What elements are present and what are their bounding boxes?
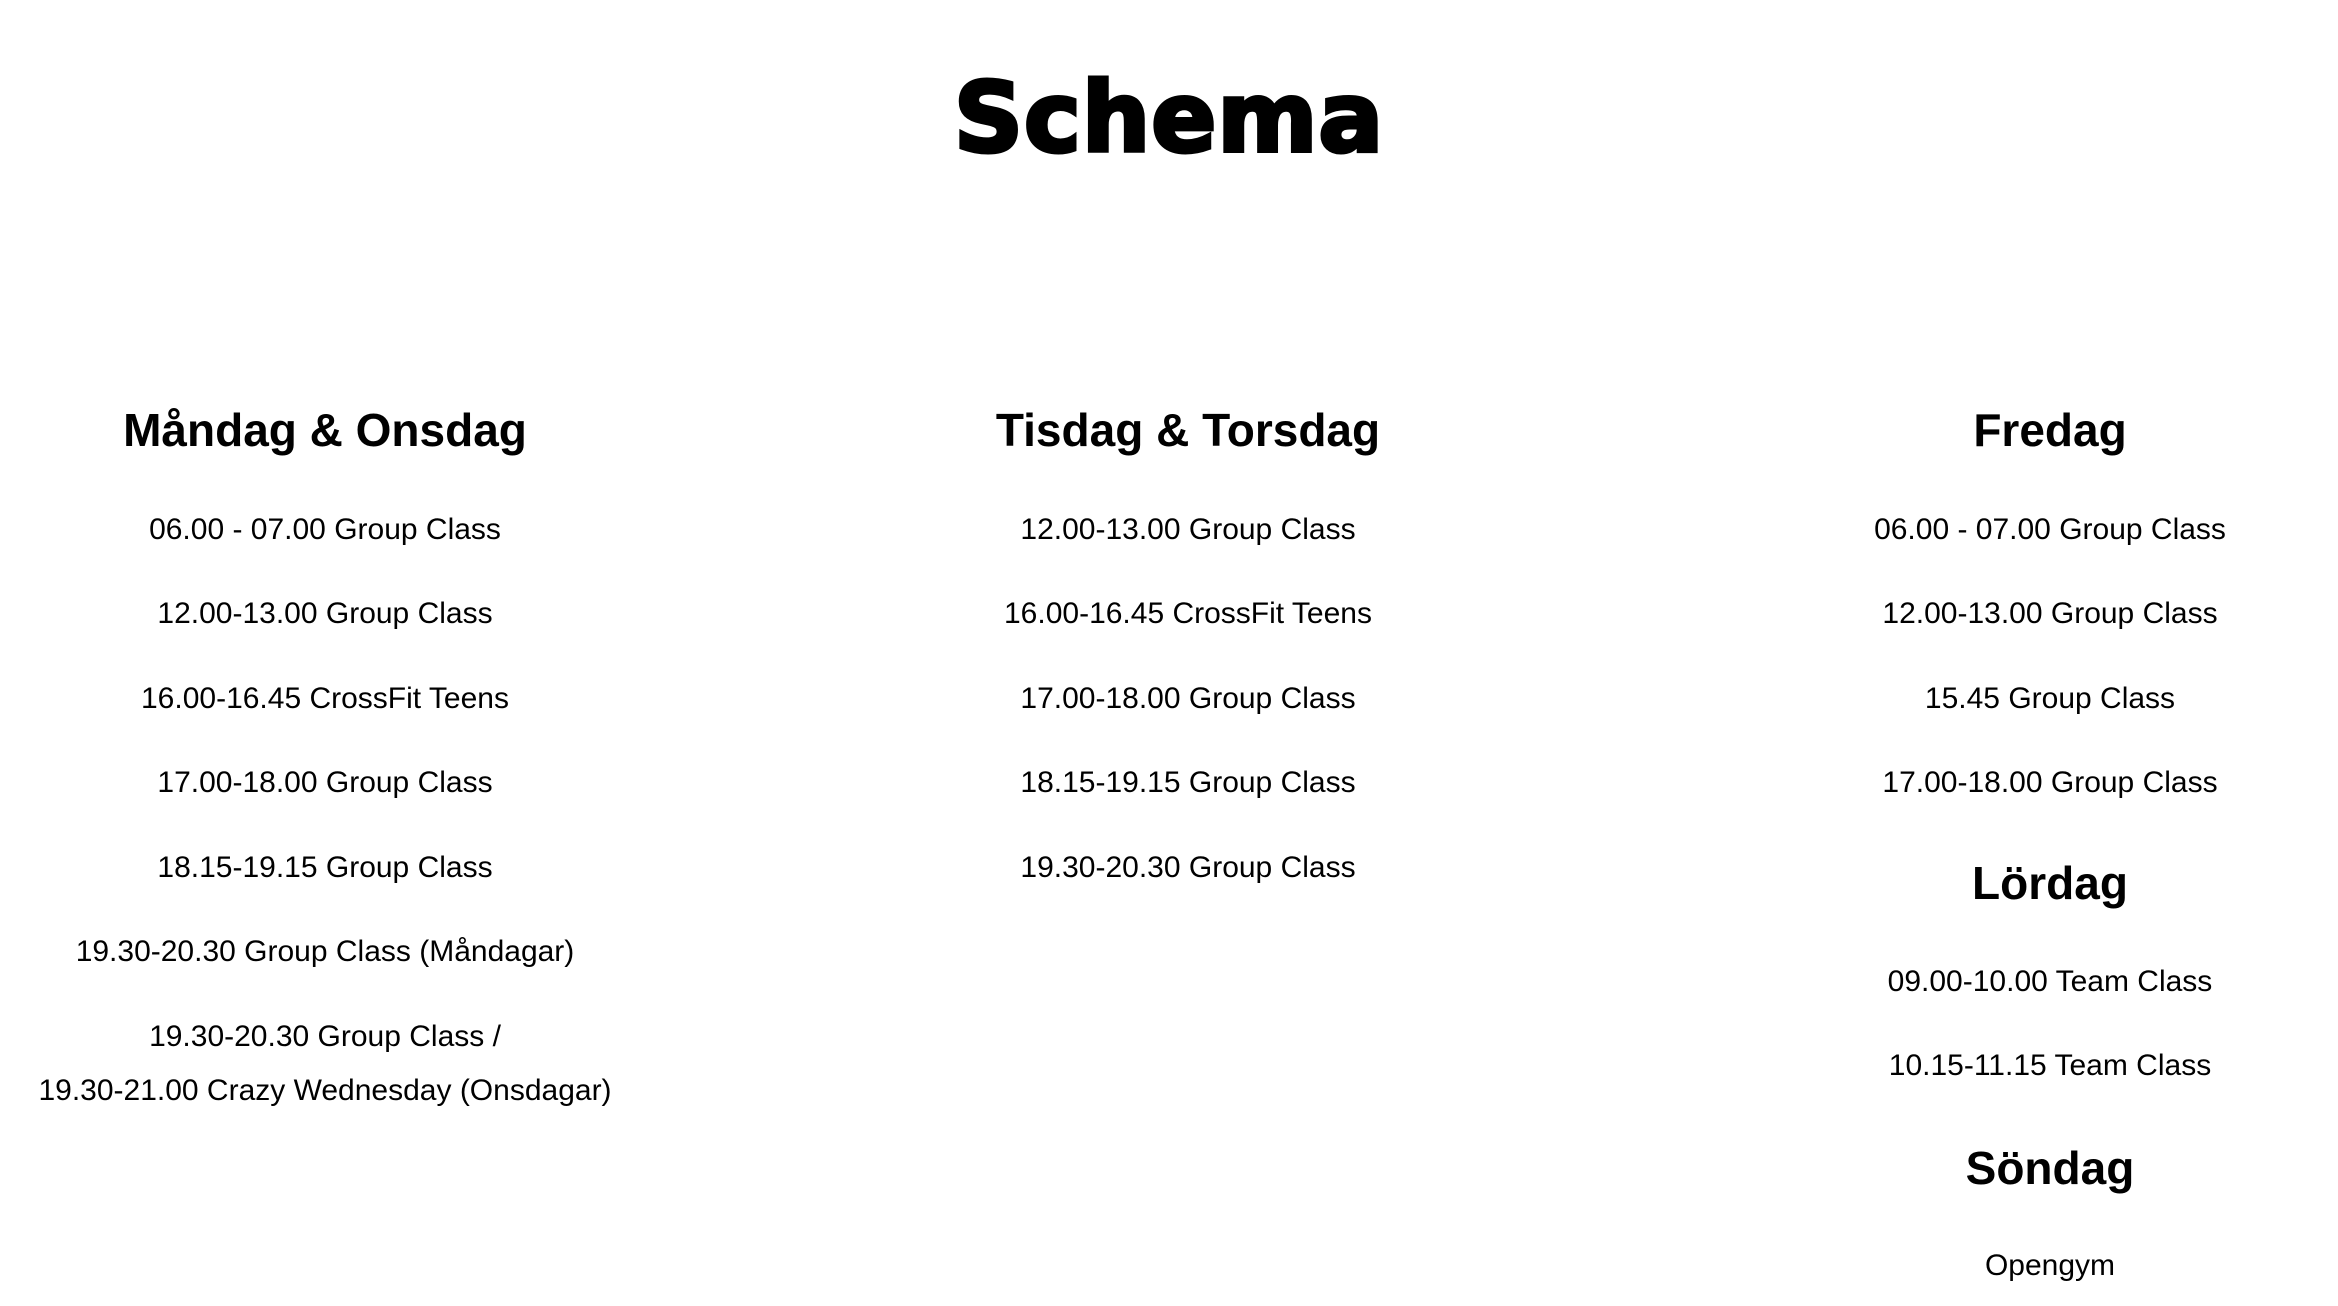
day-heading-saturday: Lördag	[1972, 857, 2128, 909]
schedule-entry: 17.00-18.00 Group Class	[157, 766, 493, 799]
schedule-entry: 09.00-10.00 Team Class	[1887, 965, 2213, 998]
day-heading-monday-wednesday: Måndag & Onsdag	[123, 404, 527, 456]
schedule-entry: 10.15-11.15 Team Class	[1888, 1049, 2212, 1082]
schedule-entry: 16.00-16.45 CrossFit Teens	[1004, 597, 1372, 630]
schedule-entry: 19.30-20.30 Group Class (Måndagar)	[75, 935, 575, 968]
schedule-entry: 15.45 Group Class	[1924, 682, 2176, 715]
day-heading-tuesday-thursday: Tisdag & Torsdag	[995, 404, 1381, 456]
schedule-entry: 06.00 - 07.00 Group Class	[149, 513, 501, 546]
day-heading-sunday: Söndag	[1965, 1142, 2135, 1194]
schedule-entry: 17.00-18.00 Group Class	[1882, 766, 2218, 799]
page-title: Schema	[953, 62, 1385, 174]
schedule-entry: 17.00-18.00 Group Class	[1020, 682, 1356, 715]
schedule-entry: 16.00-16.45 CrossFit Teens	[141, 682, 509, 715]
schedule-entry: 12.00-13.00 Group Class	[1882, 597, 2218, 630]
schedule-entry: 12.00-13.00 Group Class	[1020, 513, 1356, 546]
schedule-entry: 19.30-21.00 Crazy Wednesday (Onsdagar)	[38, 1074, 612, 1107]
day-heading-friday: Fredag	[1973, 404, 2127, 456]
schedule-entry: 06.00 - 07.00 Group Class	[1874, 513, 2226, 546]
schedule-entry: 12.00-13.00 Group Class	[157, 597, 493, 630]
schedule-entry: 18.15-19.15 Group Class	[157, 851, 493, 884]
schedule-entry: Opengym	[1984, 1249, 2116, 1282]
schedule-entry: 18.15-19.15 Group Class	[1020, 766, 1356, 799]
schedule-entry: 19.30-20.30 Group Class	[1020, 851, 1356, 884]
schedule-entry: 19.30-20.30 Group Class /	[149, 1020, 501, 1053]
